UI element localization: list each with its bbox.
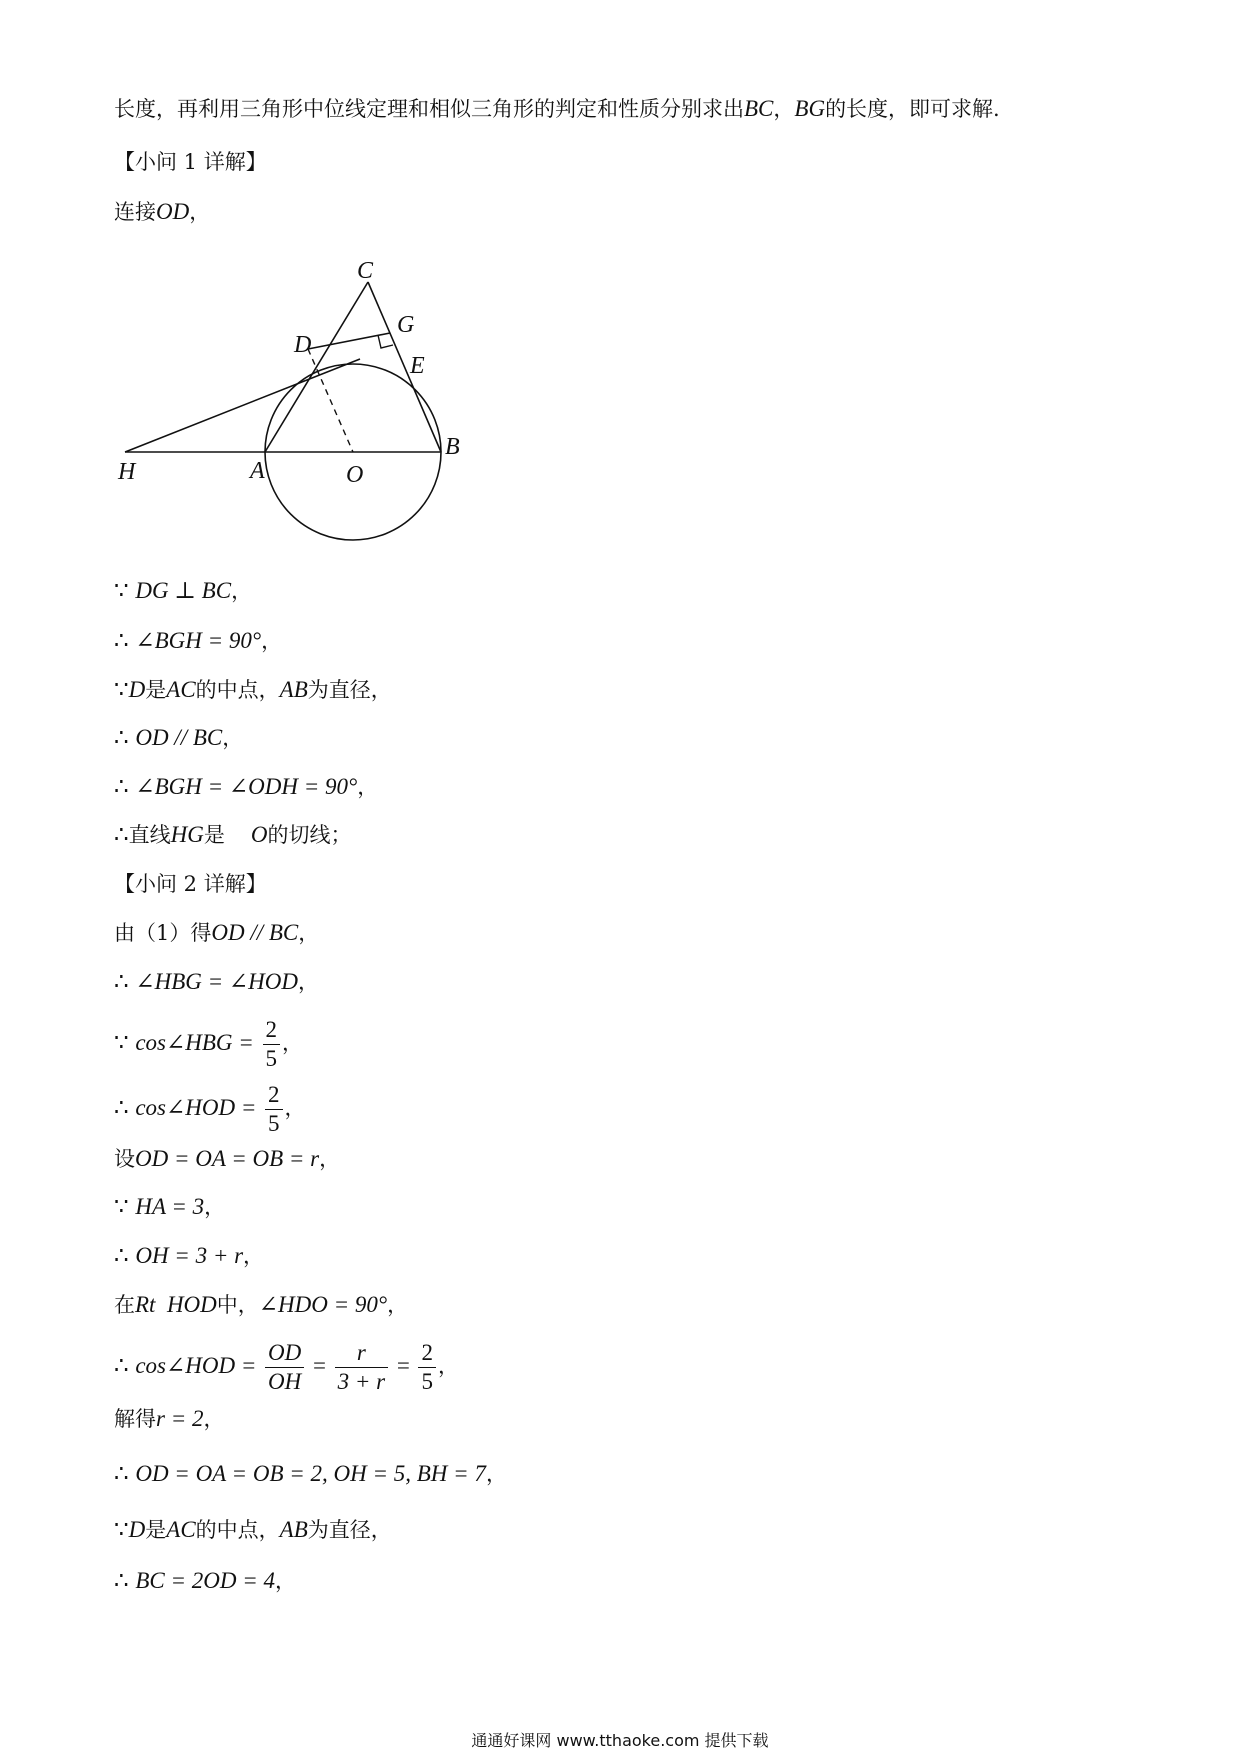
- comma: ，: [298, 921, 320, 945]
- comma: ，: [274, 1569, 296, 1593]
- numerator: OD: [268, 1340, 302, 1365]
- intro-line: [114, 94, 1000, 124]
- text-shi: 是: [203, 823, 225, 847]
- section2-heading: 【小问 2 详解】: [114, 872, 267, 896]
- s2-10-line: [114, 1404, 224, 1434]
- text-let: 设: [114, 1147, 135, 1171]
- expr-hbg-hod: ∠HBG = ∠HOD: [135, 969, 298, 994]
- text-in: 在: [114, 1293, 135, 1317]
- numerator: 2: [265, 1017, 277, 1042]
- therefore-symbol: ∴: [114, 1095, 129, 1120]
- var-ab: AB: [279, 1517, 308, 1542]
- label-c: C: [357, 262, 374, 284]
- denominator: 5: [263, 1044, 281, 1073]
- step3-line: [114, 675, 392, 705]
- expr-radius: OD = OA = OB = r: [135, 1146, 320, 1171]
- comma: ，: [204, 1195, 226, 1219]
- intro-text-end: 的长度，即可求解.: [825, 97, 1000, 121]
- expr-oh: OH = 3 + r: [135, 1243, 244, 1268]
- text-diameter: 为直径，: [307, 1518, 392, 1542]
- expr-od-parallel-bc: OD // BC: [211, 920, 299, 945]
- therefore-symbol: ∴: [114, 969, 129, 994]
- page-footer: 通通好课网 www.tthaoke.com 提供下载: [471, 1731, 769, 1750]
- comma: ，: [319, 1147, 341, 1171]
- step6-line: [114, 820, 352, 850]
- label-g: G: [397, 312, 415, 338]
- comma: ，: [189, 200, 211, 224]
- comma: ，: [485, 1462, 507, 1486]
- expr-r-value: r = 2: [156, 1406, 204, 1431]
- s2-2-line: [114, 967, 319, 997]
- fraction-r-3r: [335, 1339, 388, 1396]
- var-bg: BG: [794, 96, 826, 121]
- s2-8-line: [114, 1290, 408, 1320]
- because-symbol: ∵: [114, 1030, 129, 1055]
- comma: ，: [222, 726, 244, 750]
- geometry-figure: [110, 262, 470, 552]
- var-od: OD: [156, 199, 190, 224]
- expr-cos-hod: cos∠HOD =: [135, 1095, 257, 1120]
- fraction-2-5: [265, 1081, 283, 1138]
- text-from: 由（1）得: [114, 921, 212, 945]
- therefore-symbol: ∴: [114, 1461, 129, 1486]
- line-cb: [368, 282, 441, 452]
- section1-heading: 【小问 1 详解】: [114, 150, 267, 174]
- text-diameter: 为直径，: [307, 678, 392, 702]
- label-h: H: [118, 459, 136, 485]
- comma: ，: [437, 1354, 459, 1378]
- intro-text: 长度，再利用三角形中位线定理和相似三角形的判定和性质分别求出: [114, 97, 744, 121]
- s2-7-line: [114, 1241, 264, 1271]
- text-tangent: 的切线；: [267, 823, 352, 847]
- expr-cos-hbg: cos∠HBG =: [135, 1030, 254, 1055]
- s2-1-line: [114, 918, 319, 948]
- connect-text: 连接: [114, 200, 156, 224]
- step5-line: [114, 772, 378, 802]
- because-symbol: ∵: [114, 1194, 129, 1219]
- denominator: 3 + r: [335, 1367, 388, 1396]
- var-d: D: [128, 677, 146, 702]
- expr-angles-equal: ∠BGH = ∠ODH = 90°: [135, 774, 358, 799]
- var-ac: AC: [166, 1517, 196, 1542]
- text-midpoint: 的中点，: [195, 678, 280, 702]
- numerator: r: [356, 1340, 366, 1365]
- denominator: OH: [265, 1367, 304, 1396]
- therefore-symbol: ∴: [114, 822, 129, 847]
- numerator: 2: [268, 1082, 280, 1107]
- comma: ，: [284, 1096, 306, 1120]
- label-e: E: [410, 353, 425, 379]
- var-ab: AB: [279, 677, 308, 702]
- expr-lengths: OD = OA = OB = 2, OH = 5, BH = 7: [135, 1461, 486, 1486]
- therefore-symbol: ∴: [114, 1243, 129, 1268]
- step1-line: [114, 576, 252, 606]
- therefore-symbol: ∴: [114, 1353, 129, 1378]
- denominator: 5: [418, 1367, 436, 1396]
- comma: ，: [387, 1293, 409, 1317]
- numerator: 2: [421, 1340, 433, 1365]
- fraction-od-oh: [265, 1339, 304, 1396]
- line-hd: [125, 359, 360, 452]
- s2-6-line: [114, 1192, 225, 1222]
- var-ac: AC: [166, 677, 196, 702]
- step4-line: [114, 723, 243, 753]
- expr-ha: HA = 3: [135, 1194, 205, 1219]
- because-symbol: ∵: [114, 1517, 129, 1542]
- var-hg: HG: [170, 822, 204, 847]
- because-symbol: ∵: [114, 677, 129, 702]
- s2-3-line: [114, 1013, 303, 1073]
- comma: ，: [282, 1031, 303, 1055]
- equals-sign: =: [312, 1353, 326, 1378]
- s2-12-line: [114, 1515, 392, 1545]
- var-bc: BC: [744, 96, 774, 121]
- var-o: O: [250, 822, 268, 847]
- therefore-symbol: ∴: [114, 725, 129, 750]
- comma: ，: [298, 970, 319, 994]
- comma: ，: [231, 579, 253, 603]
- step2-line: [114, 626, 282, 656]
- expr-angle-bgh: ∠BGH = 90°: [135, 628, 262, 653]
- expr-hdo: ∠HDO = 90°: [258, 1292, 388, 1317]
- denominator: 5: [265, 1109, 283, 1138]
- label-d: D: [294, 332, 312, 358]
- expr-od-parallel-bc: OD // BC: [135, 725, 223, 750]
- label-o: O: [346, 462, 364, 488]
- comma: ，: [357, 775, 379, 799]
- line-ac: [265, 282, 368, 452]
- var-d: D: [128, 1517, 146, 1542]
- expr-rt-hod: Rt HOD: [135, 1292, 217, 1317]
- fraction-2-5: [263, 1016, 281, 1073]
- equals-sign: =: [396, 1353, 410, 1378]
- s2-9-line: [114, 1333, 459, 1399]
- text-solve: 解得: [114, 1407, 156, 1431]
- label-b: B: [445, 434, 460, 460]
- text-shi: 是: [145, 1518, 167, 1542]
- expr-cos-hod: cos∠HOD =: [135, 1353, 257, 1378]
- expr-dg-perp-bc: DG ⊥ BC: [135, 578, 232, 603]
- separator: ，: [773, 97, 795, 121]
- connect-line: [114, 197, 210, 227]
- expr-bc: BC = 2OD = 4: [135, 1568, 275, 1593]
- comma: ，: [243, 1244, 265, 1268]
- comma: ，: [261, 629, 283, 653]
- because-symbol: ∵: [114, 578, 129, 603]
- text-line: 直线: [128, 823, 171, 847]
- text-midpoint: 的中点，: [195, 1518, 280, 1542]
- text-zhong: 中，: [216, 1293, 259, 1317]
- s2-13-line: [114, 1566, 296, 1596]
- therefore-symbol: ∴: [114, 1568, 129, 1593]
- fraction-2-5: [418, 1339, 436, 1396]
- comma: ，: [203, 1407, 225, 1431]
- s2-11-line: [114, 1459, 507, 1489]
- label-a: A: [250, 458, 265, 484]
- text-shi: 是: [145, 678, 167, 702]
- s2-5-line: [114, 1144, 340, 1174]
- therefore-symbol: ∴: [114, 628, 129, 653]
- therefore-symbol: ∴: [114, 774, 129, 799]
- s2-4-line: [114, 1078, 306, 1138]
